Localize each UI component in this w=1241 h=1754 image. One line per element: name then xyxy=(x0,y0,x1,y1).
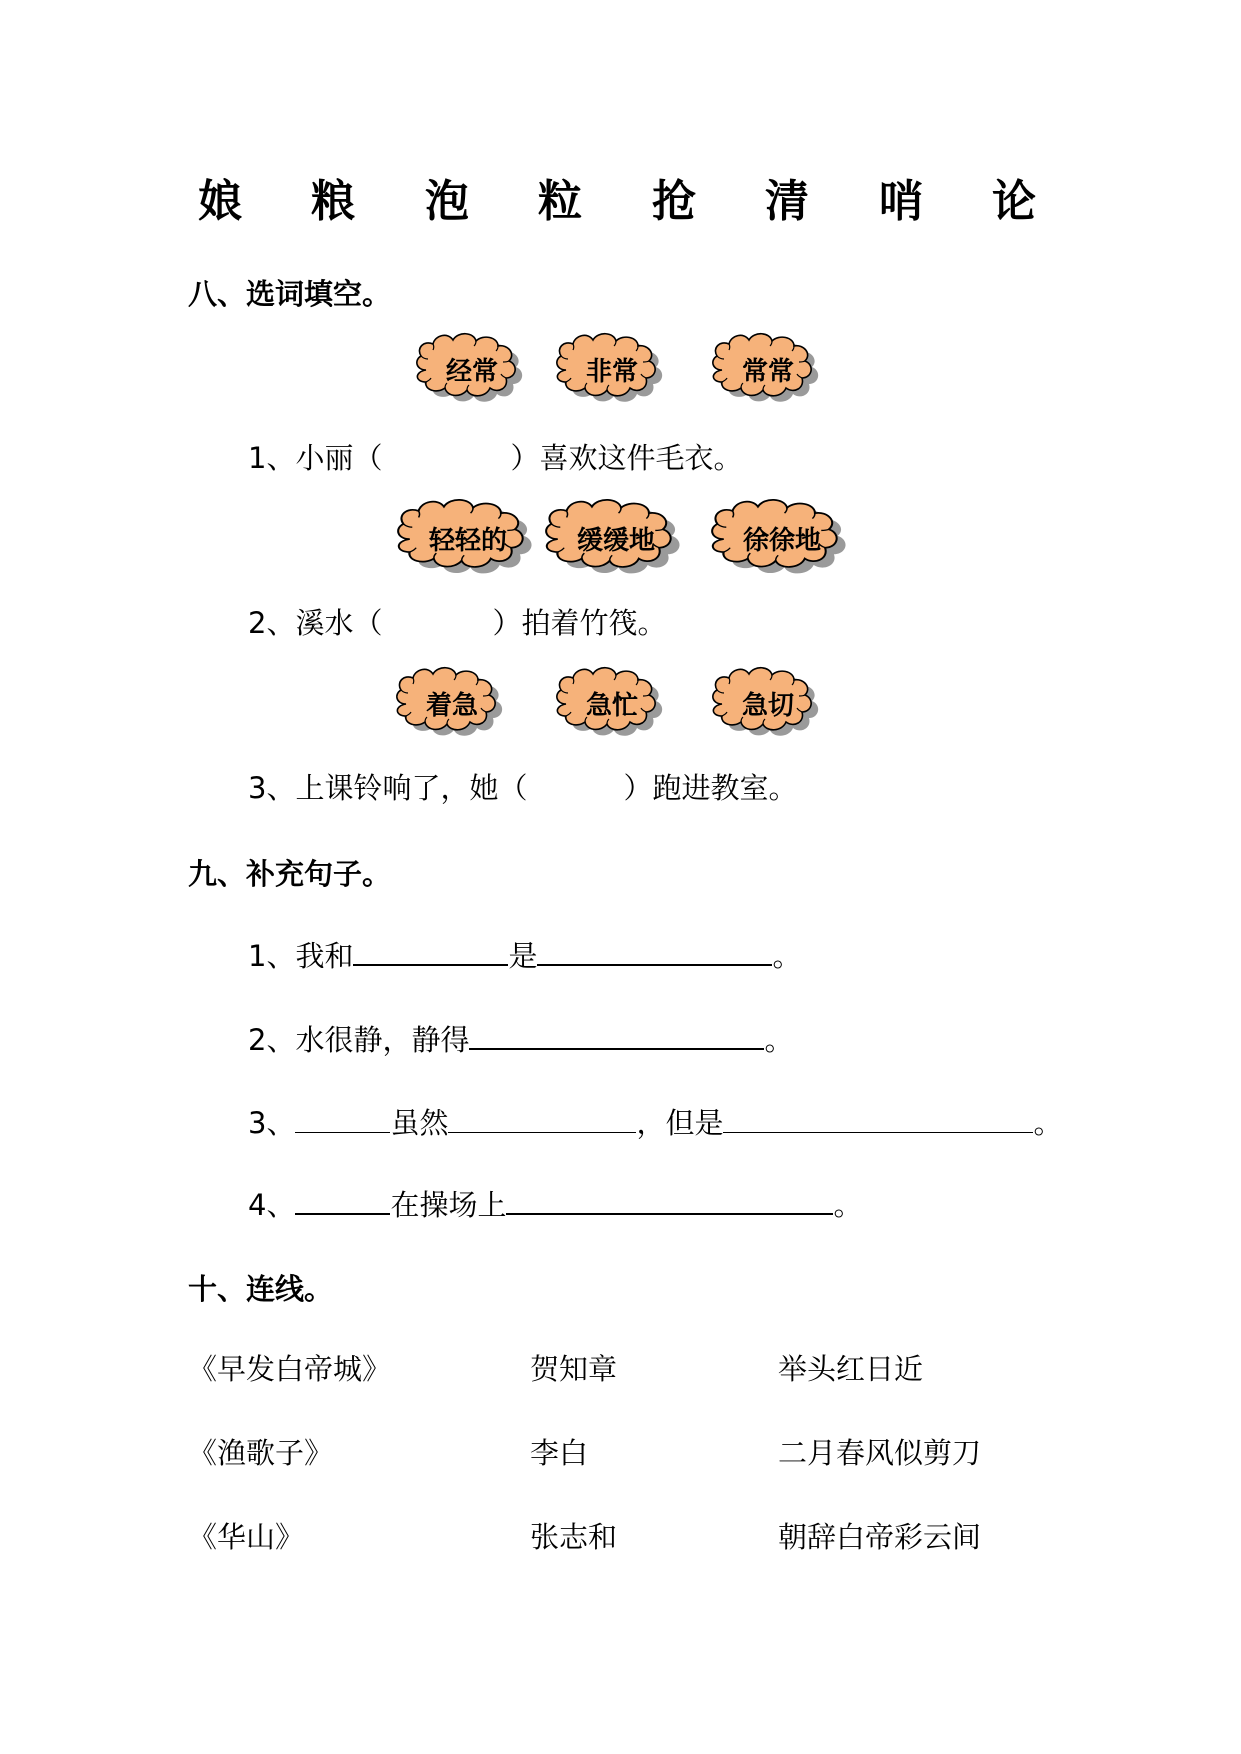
section9-heading: 九、补充句子。 xyxy=(188,857,392,891)
sentence-2 xyxy=(248,1018,793,1059)
title-char: 泡 xyxy=(425,176,469,227)
title-char: 娘 xyxy=(198,176,242,227)
option-label: 缓缓地 xyxy=(576,525,655,556)
word-cloud-option xyxy=(412,332,532,406)
question-text: ）拍着竹筏。 xyxy=(492,606,667,640)
word-cloud-option xyxy=(552,332,672,406)
sentence-text: 。 xyxy=(1033,1106,1063,1140)
title-char: 粒 xyxy=(538,176,582,227)
option-label: 非常 xyxy=(585,356,638,387)
title-char: 清 xyxy=(765,176,809,227)
sentence-text: 1、我和 xyxy=(248,939,354,973)
option-label: 急切 xyxy=(741,690,794,721)
option-label: 轻轻的 xyxy=(428,525,507,556)
question-1 xyxy=(248,436,742,477)
question-3 xyxy=(248,766,797,807)
title-char: 粮 xyxy=(311,176,355,227)
question-text: 3、上课铃响了，她（ xyxy=(248,771,528,805)
sentence-text: 。 xyxy=(772,939,802,973)
question-text: ）跑进教室。 xyxy=(623,771,798,805)
option-label: 徐徐地 xyxy=(742,525,821,556)
sentence-text: 4、 xyxy=(248,1188,296,1222)
blank-line[interactable] xyxy=(295,1191,390,1215)
blank-line[interactable] xyxy=(469,1026,764,1050)
blank-line[interactable] xyxy=(295,1110,390,1133)
word-cloud-option xyxy=(392,498,544,578)
poem-author[interactable]: 张志和 xyxy=(530,1520,618,1554)
word-cloud-option xyxy=(706,498,858,578)
sentence-text: 2、水很静，静得 xyxy=(248,1023,470,1057)
blank-line[interactable] xyxy=(448,1110,636,1133)
poem-line[interactable]: 二月春风似剪刀 xyxy=(778,1436,982,1470)
sentence-3 xyxy=(248,1101,1063,1142)
poem-title[interactable]: 《华山》 xyxy=(188,1520,305,1554)
option-label: 经常 xyxy=(445,356,498,387)
poem-title[interactable]: 《渔歌子》 xyxy=(188,1436,334,1470)
sentence-text: 虽然 xyxy=(390,1106,449,1140)
sentence-text: 。 xyxy=(764,1023,794,1057)
question-text: 2、溪水（ xyxy=(248,606,383,640)
poem-line[interactable]: 朝辞白帝彩云间 xyxy=(778,1520,982,1554)
option-label: 急忙 xyxy=(585,690,638,721)
word-cloud-option xyxy=(540,498,692,578)
word-cloud-option xyxy=(392,666,512,740)
section10-heading: 十、连线。 xyxy=(188,1272,334,1306)
blank-line[interactable] xyxy=(537,942,772,966)
question-text: ）喜欢这件毛衣。 xyxy=(510,441,743,475)
sentence-text: 。 xyxy=(833,1188,863,1222)
question-2 xyxy=(248,601,666,642)
word-cloud-option xyxy=(552,666,672,740)
title-char: 抢 xyxy=(652,176,696,227)
poem-line[interactable]: 举头红日近 xyxy=(778,1352,924,1386)
question-text: 1、小丽（ xyxy=(248,441,383,475)
sentence-1 xyxy=(248,934,801,975)
sentence-text: 是 xyxy=(508,939,538,973)
option-label: 着急 xyxy=(425,690,478,721)
blank-line[interactable] xyxy=(353,942,508,966)
poem-author[interactable]: 贺知章 xyxy=(530,1352,618,1386)
sentence-text: 在操场上 xyxy=(390,1188,507,1222)
sentence-text: 3、 xyxy=(248,1106,296,1140)
sentence-4 xyxy=(248,1183,862,1224)
poem-author[interactable]: 李白 xyxy=(530,1436,589,1470)
blank-line[interactable] xyxy=(506,1191,833,1215)
sentence-text: ，但是 xyxy=(636,1106,724,1140)
title-char: 哨 xyxy=(879,176,923,227)
word-cloud-option xyxy=(708,666,828,740)
blank-line[interactable] xyxy=(723,1110,1033,1133)
word-cloud-option xyxy=(708,332,828,406)
poem-title[interactable]: 《早发白帝城》 xyxy=(188,1352,392,1386)
option-label: 常常 xyxy=(741,356,794,387)
section8-heading: 八、选词填空。 xyxy=(188,277,392,311)
title-char: 论 xyxy=(992,176,1036,227)
